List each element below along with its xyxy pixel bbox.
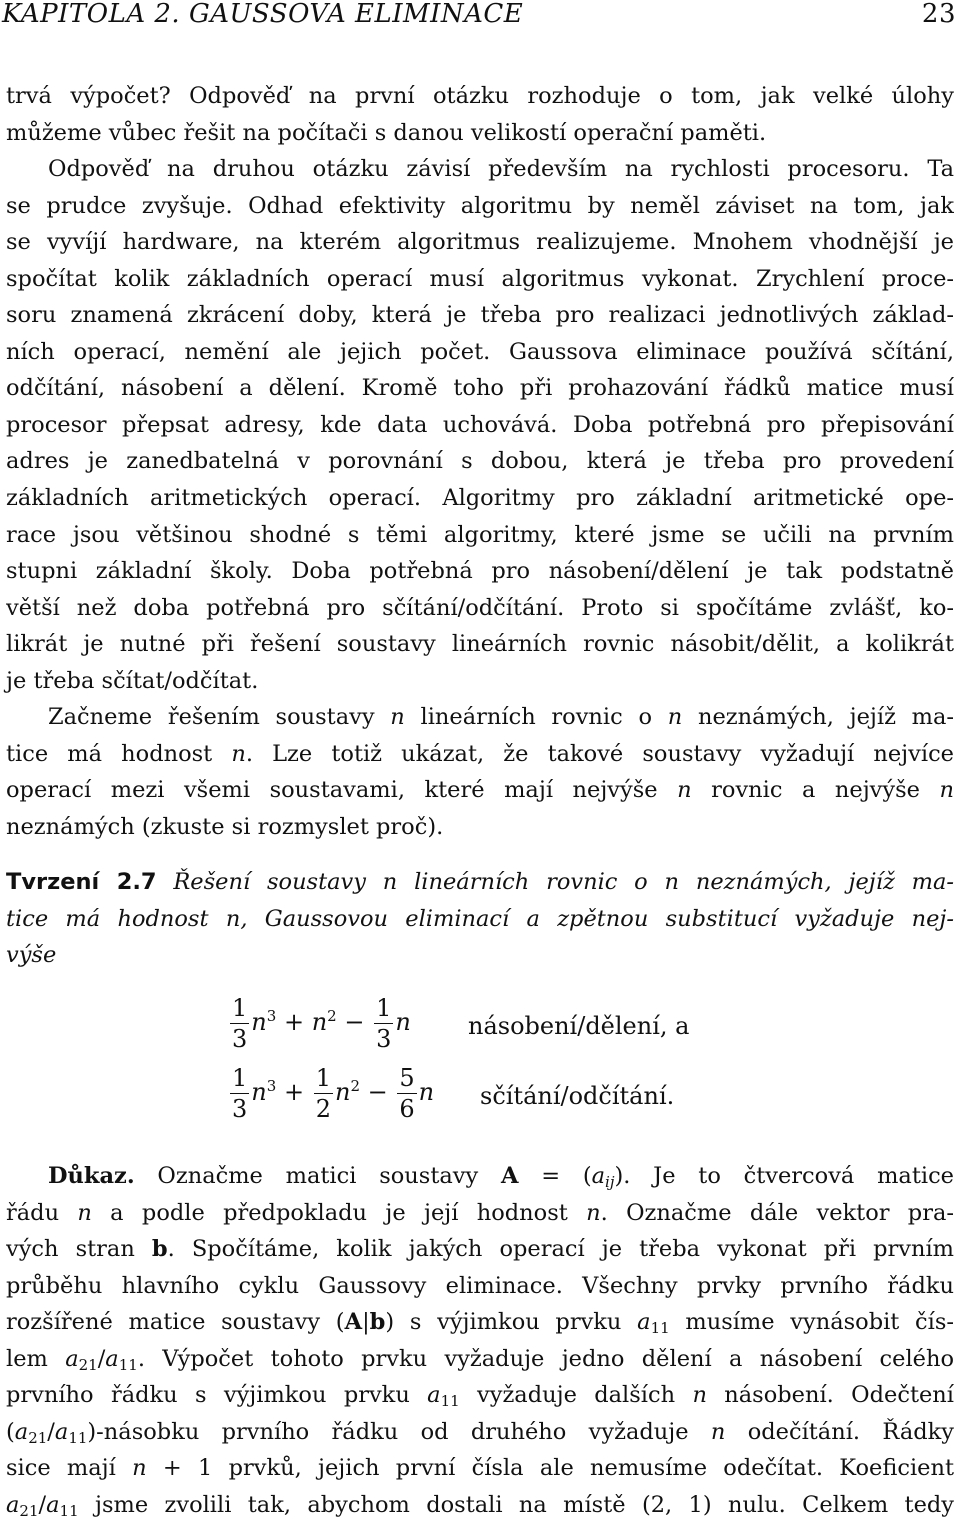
text-line: se prudce zvyšuje. Odhad efektivity algoritmu by neměl záviset na tom, jak [6, 192, 954, 219]
text-line: ních operací, nemění ale jejich počet. Gaussova eliminace používá sčítání, [6, 338, 954, 365]
text-line: odčítání, násobení a dělení. Kromě toho při prohazování řádků matice musí [6, 375, 954, 402]
text-line: Začneme řešením soustavy n lineárních rovnic o n neznámých, jejíž ma- [48, 704, 954, 730]
text-line: neznámých (zkuste si rozmyslet proč). [6, 813, 444, 840]
fraction: $\frac{1}{2}$ [315, 1064, 331, 1123]
text-line: procesor přepsat adresy, kde data uchovává. Doba potřebná pro přepisování [6, 411, 954, 438]
proof-line: $a_{21}/a_{11}$ jsme zvolili tak, abychom dostali na místě (2, 1) nulu. Celkem tedy [6, 1491, 954, 1520]
proof-line: vých stran b. Spočítáme, kolik jakých operací je třeba vykonat při prvním [6, 1236, 954, 1263]
text-line: spočítat kolik základních operací musí algoritmus vykonat. Zrychlení proce- [6, 265, 954, 292]
chapter-title: KAPITOLA 2. GAUSSOVA ELIMINACE [2, 0, 524, 29]
text-line: se vyvíjí hardware, na kterém algoritmus realizujeme. Mnohem vhodnější je [6, 229, 954, 256]
theorem-line: výše [6, 942, 57, 969]
text-line: adres je zanedbatelná v porovnání s dobou, která je třeba pro provedení [6, 448, 954, 475]
proof-line: řádu n a podle předpokladu je její hodnost n. Označme dále vektor pra- [6, 1199, 954, 1226]
formula-label: sčítání/odčítání. [480, 1082, 675, 1110]
theorem-line: Tvrzení 2.7 Řešení soustavy n lineárních rovnic o n neznámých, jejíž ma- [6, 869, 954, 895]
theorem-block [6, 864, 954, 974]
text-line: soru znamená zkrácení doby, která je třeba pro realizaci jednotlivých základ- [6, 302, 954, 329]
fraction: $\frac{1}{3}$ [376, 994, 392, 1053]
paragraph-system [6, 699, 954, 845]
fraction: $\frac{5}{6}$ [399, 1064, 415, 1123]
proof-label: Důkaz. [48, 1163, 135, 1189]
text-line: likrát je nutné při řešení soustavy lineárních rovnic násobit/dělit, a kolikrát [6, 631, 954, 658]
proof-line: rozšířené matice soustavy (A|b) s výjimkou prvku $a_{11}$ musíme vynásobit čís- [6, 1309, 954, 1338]
fraction: $\frac{1}{3}$ [232, 994, 248, 1053]
text-line: tice má hodnost n. Lze totiž ukázat, že takové soustavy vyžadují nejvíce [6, 740, 954, 767]
theorem-line: tice má hodnost n, Gaussovou eliminací a zpětnou substitucí vyžaduje nej- [6, 905, 954, 932]
text-line: můžeme vůbec řešit na počítači s danou velikostí operační paměti. [6, 119, 767, 146]
text-line: operací mezi všemi soustavami, které mají nejvýše n rovnic a nejvýše n [6, 777, 954, 804]
text-line: základních aritmetických operací. Algoritmy pro základní aritmetické ope- [6, 485, 954, 512]
running-header [2, 0, 956, 34]
theorem-label: Tvrzení 2.7 [6, 869, 157, 895]
text-line: je třeba sčítat/odčítat. [6, 667, 259, 694]
proof-line: prvního řádku s výjimkou prvku $a_{11}$ vyžaduje dalších n násobení. Odečtení [6, 1382, 954, 1411]
fraction: $\frac{1}{3}$ [232, 1064, 248, 1123]
proof-line: lem $a_{21}/a_{11}$. Výpočet tohoto prvku vyžaduje jedno dělení a násobení celého [6, 1345, 954, 1374]
proof-line: sice mají n + 1 prvků, jejich první čísla ale nemusíme odečítat. Koeficient [6, 1455, 954, 1482]
proof-block [6, 1158, 954, 1523]
text-line: stupni základní školy. Doba potřebná pro násobení/dělení je tak podstatně [6, 558, 954, 585]
text-line: Odpověď na druhou otázku závisí především na rychlosti procesoru. Ta [48, 156, 954, 183]
page-number: 23 [921, 0, 956, 29]
text-line: trvá výpočet? Odpověď na první otázku rozhoduje o tom, jak velké úlohy [6, 83, 954, 109]
proof-line: Důkaz. Označme matici soustavy $A = (a_{ij})$. Je to čtvercová matice [48, 1163, 954, 1191]
text-line: větší než doba potřebná pro sčítání/odčítání. Proto si spočítáme zvlášť, ko- [6, 594, 954, 621]
formula-label: násobení/dělení, a [468, 1012, 690, 1040]
proof-line: $(a_{21}/a_{11})$-násobku prvního řádku od druhého vyžaduje n odečítání. Řádky [6, 1418, 954, 1447]
text-line: race jsou většinou shodné s těmi algoritmy, které jsme se učili na prvním [6, 521, 954, 548]
formula-multiplications: $\frac{1}{3}$ $n^3 + n^2$ − $\frac{1}{3}$ n násobení/dělení, a [232, 994, 690, 1053]
proof-line: průběhu hlavního cyklu Gaussovy eliminace. Všechny prvky prvního řádku [6, 1272, 954, 1299]
formula-additions: $\frac{1}{3}$ $n^3$ + $\frac{1}{2}$ $n^2$ − $\frac{5}{6}$ n sčítání/odčítání. [232, 1064, 675, 1123]
paragraph-efficiency [6, 78, 954, 699]
